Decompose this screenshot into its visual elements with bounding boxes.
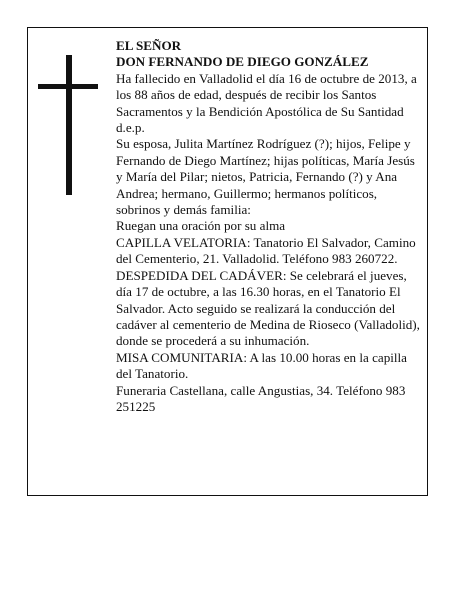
deceased-name: DON FERNANDO DE DIEGO GONZÁLEZ [116,54,369,70]
wake-chapel-info: CAPILLA VELATORIA: Tanatorio El Salvador, Camino del Cementerio, 21. Valladolid. Teléfono 983 260722. [116,234,416,267]
funeral-home-info: Funeraria Castellana, calle Angustias, 34. Teléfono 983 251225 [116,382,406,414]
obituary-text [116,38,423,415]
death-announcement: Ha fallecido en Valladolid el día 16 de octubre de 2013, a los 88 años de edad, después de recibir los Santos Sacramentos y la Bendición Apostólica de Su Santidad d.e.p. [116,70,417,136]
farewell-info: DESPEDIDA DEL CADÁVER: Se celebrará el jueves, día 17 de octubre, a las 16.30 horas, en el Tanatorio El Salvador. Acto seguido se realizará la conducción del cadáver al cementerio de Medina de Rioseco (Valladolid), donde se procederá a su inhumación. [116,267,420,349]
family-list: Su esposa, Julita Martínez Rodríguez (?); hijos, Felipe y Fernando de Diego Martínez; hijas políticas, María Jesús y María del Pilar; nietos, Patricia, Fernando (?) y Ana Andrea; hermano, Guillermo; hermanos políticos, sobrinos y demás familia: [116,136,415,218]
cross-horizontal-bar [38,84,98,89]
heading-title: EL SEÑOR [116,38,182,53]
cross-vertical-bar [66,55,72,195]
mass-info: MISA COMUNITARIA: A las 10.00 horas en la capilla del Tanatorio. [116,349,407,382]
prayer-request: Ruegan una oración por su alma [116,218,286,234]
